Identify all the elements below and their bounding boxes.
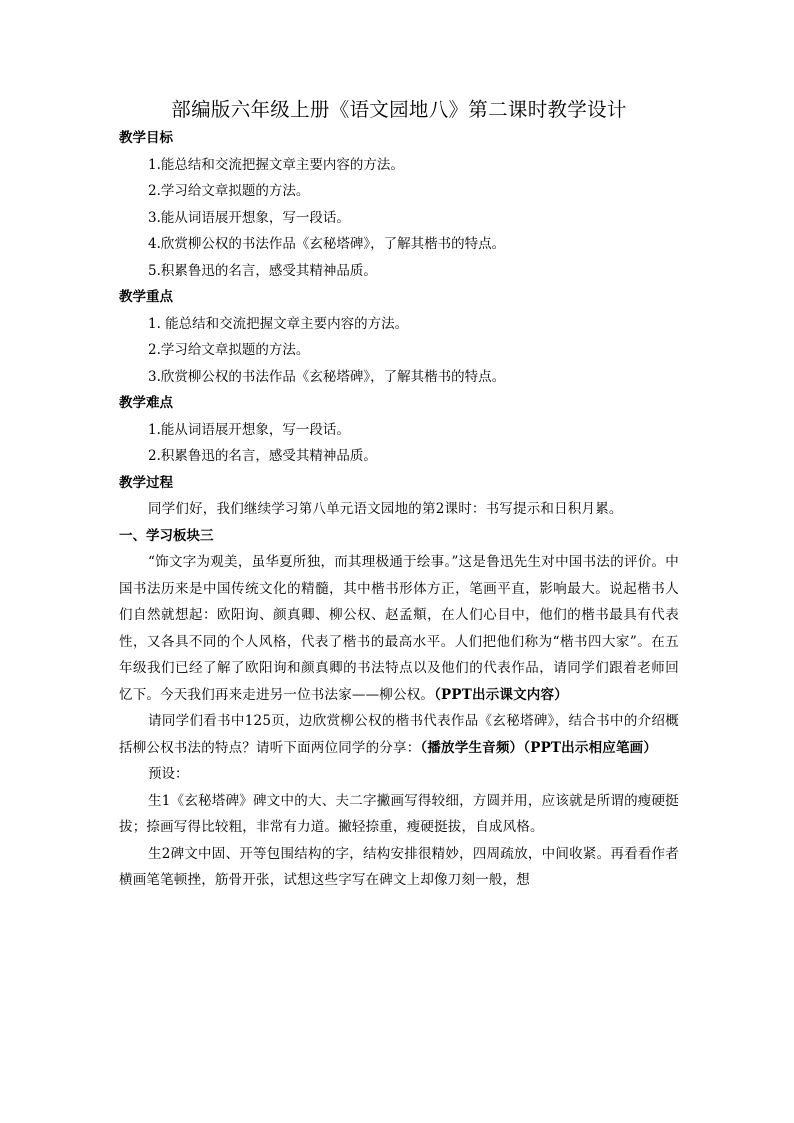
student2-paragraph: 生2碑文中固、开等包围结构的字，结构安排很精妙，四周疏放，中间收紧。再看看作者横画笔笔顿挫，筋骨开张，试想这些字写在碑文上却像刀刻一般，想 xyxy=(119,845,679,888)
goal-item-1: 1.能总结和交流把握文章主要内容的方法。 xyxy=(148,156,404,173)
key-point-item-2: 2.学习给文章拟题的方法。 xyxy=(148,342,310,358)
part1-heading: 一、学习板块三 xyxy=(119,527,214,544)
process-intro-paragraph: 同学们好，我们继续学习第八单元语文园地的第2课时：书写提示和日积月累。 xyxy=(148,501,623,517)
preset-label: 预设： xyxy=(148,766,189,782)
document-page xyxy=(119,95,679,894)
ppt-note-strokes: （PPT出示相应笔画） xyxy=(523,739,658,756)
difficulty-item-1: 1.能从词语展开想象，写一段话。 xyxy=(148,421,350,438)
heading-difficulties: 教学难点 xyxy=(119,395,173,411)
heading-goals: 教学目标 xyxy=(119,130,173,146)
student1-paragraph: 生1《玄秘塔碑》碑文中的大、夫二字撇画写得较细，方圆并用，应该就是所谓的瘦硬挺拔；捺画写得比较粗，非常有力道。撇轻捺重，瘦硬挺拔，自成风格。 xyxy=(119,792,679,835)
goal-item-5: 5.积累鲁迅的名言，感受其精神品质。 xyxy=(148,262,377,279)
document-title: 部编版六年级上册《语文园地八》第二课时教学设计 xyxy=(171,98,627,121)
key-point-item-3: 3.欣赏柳公权的书法作品《玄秘塔碑》，了解其楷书的特点。 xyxy=(148,368,506,385)
heading-process: 教学过程 xyxy=(119,474,173,491)
reading-task-paragraph xyxy=(119,708,679,761)
difficulty-item-2: 2.积累鲁迅的名言，感受其精神品质。 xyxy=(148,448,377,464)
key-point-item-1: 1. 能总结和交流把握文章主要内容的方法。 xyxy=(148,315,409,332)
reading-task-text: 请同学们看书中125页，边欣赏柳公权的楷书代表作品《玄秘塔碑》，结合书中的介绍概括柳公权书法的特点？请听下面两位同学的分享： xyxy=(119,713,679,756)
calligraphy-paragraph-text: “饰文字为观美，虽华夏所独，而其理极通于绘事。”这是鲁迅先生对中国书法的评价。中国书法历来是中国传统文化的精髓，其中楷书形体方正，笔画平直，影响最大。说起楷书人们自然就想起：欧阳询、颜真卿、柳公权、赵孟頫，在人们心目中，他们的楷书最具有代表性，又各具不同的个人风格，代表了楷书的最高水平。人们把他们称为“楷书四大家”。在五年级我们已经了解了欧阳询和颜真卿的书法特点以及他们的代表作品，请同学们跟着老师回忆下。今天我们再来走进另一位书法家——柳公权。 xyxy=(119,554,679,703)
ppt-note-course-content: （PPT出示课文内容） xyxy=(434,686,568,703)
goal-item-2: 2.学习给文章拟题的方法。 xyxy=(148,183,310,199)
audio-note: （播放学生音频） xyxy=(420,739,524,756)
goal-item-4: 4.欣赏柳公权的书法作品《玄秘塔碑》，了解其楷书的特点。 xyxy=(148,236,506,252)
calligraphy-paragraph xyxy=(119,549,679,708)
heading-key-points: 教学重点 xyxy=(119,289,173,305)
goal-item-3: 3.能从词语展开想象，写一段话。 xyxy=(148,209,350,226)
